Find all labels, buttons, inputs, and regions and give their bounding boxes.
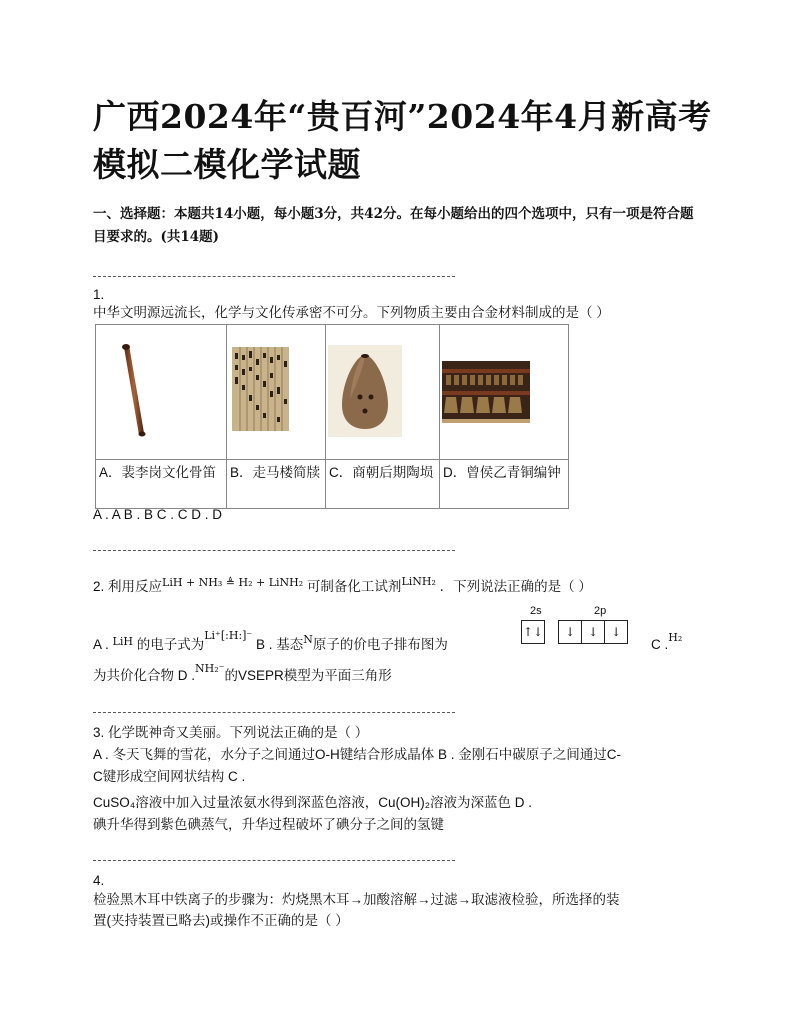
caption-b: B．走马楼简牍	[227, 460, 326, 509]
section-heading: 一、选择题：本题共14小题，每小题3分，共42分。在每小题给出的四个选项中，只有一项是符合题目要求的。(共14题)	[93, 206, 694, 245]
image-cell-d	[440, 325, 569, 460]
question-option-line: CuSO₄溶液中加入过量浓氨水得到深蓝色溶液，Cu(OH)₂溶液为深蓝色 D .	[93, 795, 533, 810]
orbital-2p-box: ↓ ↓ ↓	[558, 620, 628, 644]
caption-a: A．裴李岗文化骨笛	[96, 460, 227, 509]
divider	[93, 276, 455, 277]
bone-flute-image	[96, 325, 226, 455]
image-table	[95, 324, 569, 509]
question-stem: 中华文明源远流长，化学与文化传承密不可分。下列物质主要由合金材料制成的是（ ）	[93, 305, 610, 320]
question-option-line: A . 冬天飞舞的雪花，水分子之间通过O-H键结合形成晶体 B . 金刚石中碳原子之间通过C-	[93, 747, 622, 762]
question-option-line: 为共价化合物 D .$^{NH_2^-}$的VSEPR模型为平面三角形	[93, 662, 392, 683]
option-c-start: C .$^{H_2}$	[651, 631, 683, 652]
divider	[93, 860, 455, 861]
question-options: A . A B . B C . C D . D	[93, 507, 223, 522]
image-cell-b	[227, 325, 326, 460]
caption-d: D．曾侯乙青铜编钟	[440, 460, 569, 509]
image-cell-a	[96, 325, 227, 460]
bronze-bells-image	[440, 325, 568, 455]
question-stem: 3. 化学既神奇又美丽。下列说法正确的是（ ）	[93, 725, 369, 740]
question-stem: 置(夹持装置已略去)或操作不正确的是（ ）	[93, 913, 349, 928]
question-option-line: 碘升华得到紫色碘蒸气，升华过程破坏了碘分子之间的氢键	[93, 817, 444, 832]
pottery-xun-image	[326, 325, 439, 455]
bamboo-slips-image	[227, 325, 325, 455]
electron-formula: Li⁺[:H:]⁻	[204, 629, 253, 642]
reagent-formula: LiNH₂	[401, 575, 436, 588]
question-stem: 检验黑木耳中铁离子的步骤为：灼烧黑木耳→加酸溶解→过滤→取滤液检验，所选择的装	[93, 892, 620, 907]
orbital-diagram	[521, 620, 628, 644]
label-2s: 2s	[530, 605, 542, 617]
question-stem: 2. 利用反应$^{LiH + NH_3 ≜ H_2 + LiNH_2}$ 可制备化工试剂$^{LiNH_2}$ ．下列说法正确的是（ ）	[93, 575, 592, 594]
page-title: 广西2024年“贵百河”2024年4月新高考模拟二模化学试题	[93, 97, 712, 184]
divider	[93, 550, 455, 551]
reaction-equation: LiH + NH₃ ≜ H₂ + LiNH₂	[162, 576, 304, 589]
orbital-2s-box: ↑↓	[521, 620, 545, 644]
question-option-line: A . $^{LiH}$ 的电子式为$^{Li^+[:H:]^-}$ B . 基态$^N$原子的价电子排布图为	[93, 629, 448, 652]
image-cell-c	[326, 325, 440, 460]
caption-c: C．商朝后期陶埙	[326, 460, 440, 509]
question-number: 4.	[93, 873, 105, 888]
orbital-labels	[520, 601, 640, 619]
question-option-line: C键形成空间网状结构 C .	[93, 769, 246, 784]
label-2p: 2p	[594, 605, 607, 617]
question-number: 2.	[93, 579, 105, 594]
question-number: 1.	[93, 287, 105, 302]
divider	[93, 712, 455, 713]
